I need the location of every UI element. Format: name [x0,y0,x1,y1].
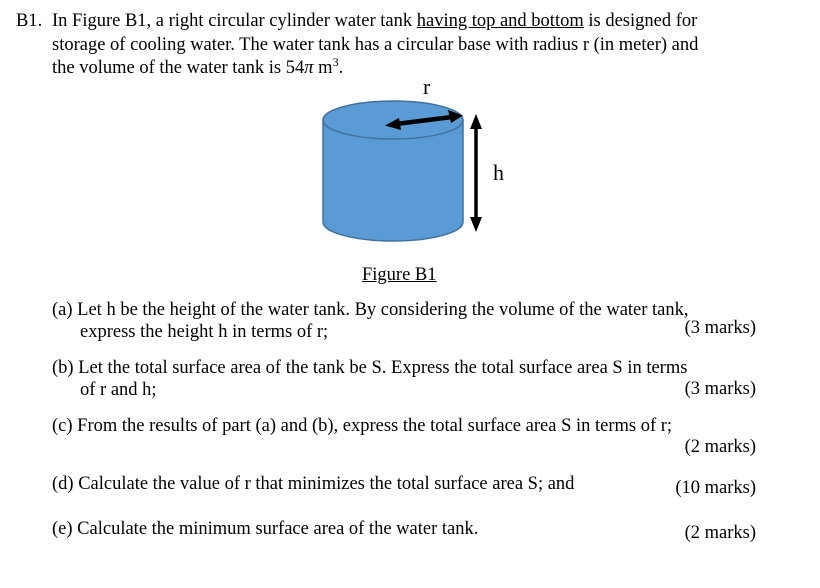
question-part-a: (a) Let h be the height of the water tank. By considering the volume of the water tank, express the height h in terms of r; [52,300,689,342]
header-line-1: In Figure B1, a right circular cylinder water tank having top and bottom is designed for [52,11,698,31]
figure-caption: Figure B1 [362,265,437,285]
radius-label: r [423,74,431,99]
marks-part-a: (3 marks) [684,318,756,338]
header-line-3: the volume of the water tank is 54π $m^3$. [52,55,344,78]
question-part-b: (b) Let the total surface area of the tank be S. Express the total surface area S in terms of r and h; [52,358,688,400]
height-arrow [470,114,482,232]
marks-part-e: (2 marks) [684,523,756,543]
height-label: h [493,160,504,185]
marks-part-b: (3 marks) [684,379,756,399]
underlined-phrase: having top and bottom [416,11,584,31]
marks-part-d: (10 marks) [675,478,756,498]
header-line-2: storage of cooling water. The water tank has a circular base with radius r (in meter) and [52,35,699,55]
question-part-d: (d) Calculate the value of r that minimizes the total surface area S; and [52,474,575,494]
question-part-c: (c) From the results of part (a) and (b), express the total surface area S in terms of r; [52,416,673,436]
marks-part-c: (2 marks) [684,437,756,457]
question-number: B1. [16,11,43,31]
question-part-e: (e) Calculate the minimum surface area of the water tank. [52,519,479,539]
